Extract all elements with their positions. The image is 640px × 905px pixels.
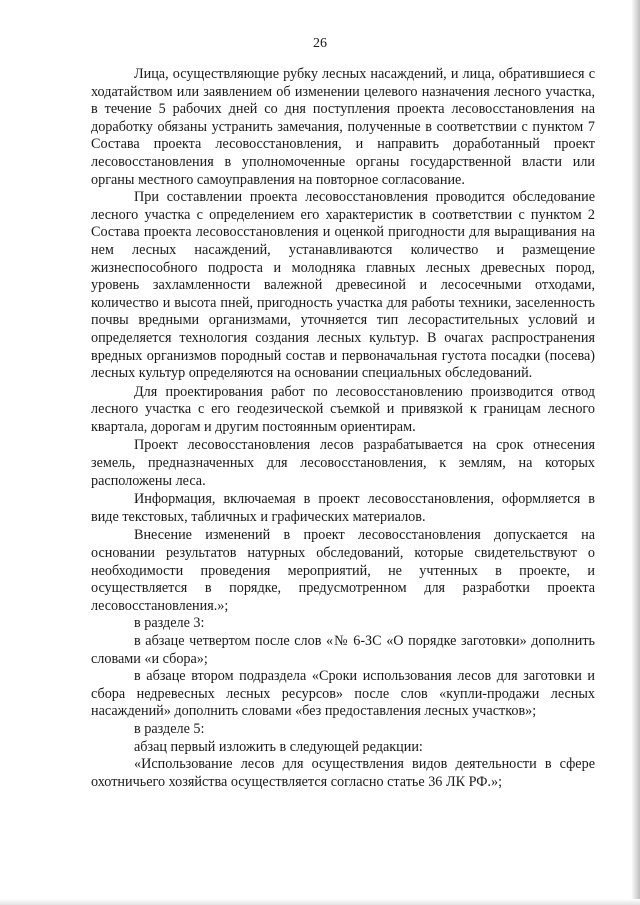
paragraph-section-5-instruction: абзац первый изложить в следующей редакции: [134,738,423,755]
paragraph-project-format: Информация, включаемая в проект лесовосстановления, оформляется в виде текстовых, табличных и графических материалов. [91,491,595,525]
scan-bottom-shadow [0,899,640,905]
paragraph-section-3-item-1: в абзаце четвертом после слов «№ 6-ЗС «О порядке заготовки» дополнить словами «и сбора»; [91,633,595,667]
document-body [91,66,595,791]
paragraph-revision-deadline: Лица, осуществляющие рубку лесных насаждений, и лица, обратившиеся с ходатайством или заявлением об изменении целевого назначения лесного участка, в течение 5 рабочих дней со дня поступления проекта лесовосстановления на доработку обязаны устранить замечания, полученные в соответствии с пунктом 7 Состава проекта лесовосстановления, и направить доработанный проект лесовосстановления в уполномоченные органы государственной власти или органы местного самоуправления на повторное согласование. [91,66,595,188]
scan-edge-shadow [631,0,640,905]
page-number: 26 [313,36,327,51]
paragraph-site-allotment: Для проектирования работ по лесовосстановлению производится отвод лесного участка с его геодезической съемкой и привязкой к границам лесного квартала, дорогам и другим постоянным ориентирам. [91,383,595,435]
paragraph-project-term: Проект лесовосстановления лесов разрабатывается на срок отнесения земель, предназначенных для лесовосстановления, к землям, на которых расположены леса. [91,437,595,489]
paragraph-section-3-item-2: в абзаце втором подраздела «Сроки использования лесов для заготовки и сбора недревесных лесных ресурсов» после слов «купли-продажи лесных насаждений» дополнить словами «без предоставления лесных участков»; [91,668,595,720]
paragraph-section-5-new-text: «Использование лесов для осуществления видов деятельности в сфере охотничьего хозяйства осуществляется согласно статье 36 ЛК РФ.»; [91,756,595,790]
paragraph-section-3-heading: в разделе 3: [134,615,205,632]
paragraph-project-amendments: Внесение изменений в проект лесовосстановления допускается на основании результатов натурных обследований, которые свидетельствуют о необходимости проведения мероприятий, не учтенных в проекте, и осуществляется в порядке, предусмотренном для разработки проекта лесовосстановления.»; [91,527,595,614]
paragraph-section-5-heading: в разделе 5: [134,720,205,737]
paragraph-site-survey: При составлении проекта лесовосстановления проводится обследование лесного участка с определением его характеристик в соответствии с пунктом 2 Состава проекта лесовосстановления и оценкой пригодности для выращивания на нем лесных насаждений, устанавливаются количество и размещение жизнеспособного подроста и молодняка главных лесных древесных пород, уровень захламленности валежной древесиной и лесосечными отходами, количество и высота пней, пригодность участка для работы техники, заселенность почвы вредными организмами, уточняется тип лесорастительных условий и определяется технология создания лесных культур. В очагах распространения вредных организмов породный состав и первоначальная густота посадки (посева) лесных культур определяются на основании специальных обследований. [91,189,595,382]
